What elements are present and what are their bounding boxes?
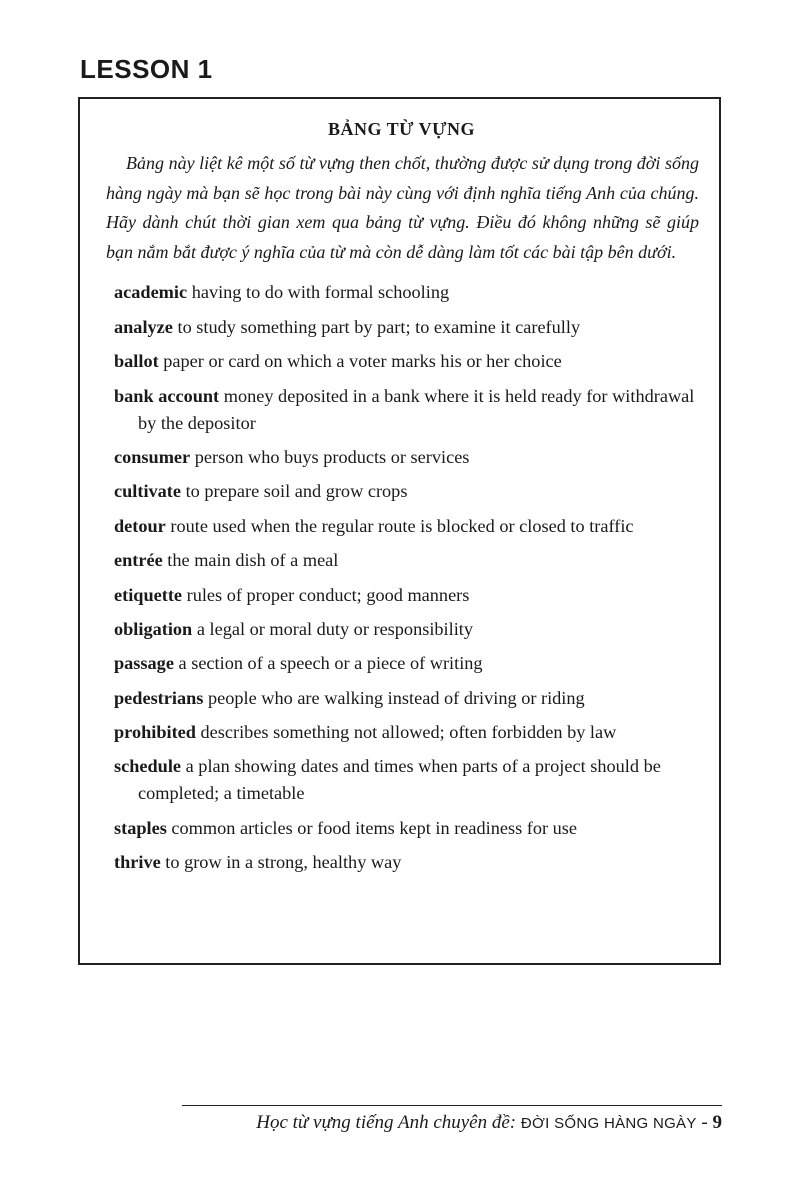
vocabulary-definition: people who are walking instead of driving or riding	[207, 687, 585, 708]
vocabulary-definition: paper or card on which a voter marks his or her choice	[163, 351, 562, 372]
vocabulary-entry	[114, 383, 699, 437]
vocabulary-entry	[114, 815, 699, 842]
vocabulary-term: detour	[114, 515, 166, 536]
footer-subject: ĐỜI SỐNG HÀNG NGÀY	[520, 1115, 697, 1132]
vocabulary-term: schedule	[114, 756, 182, 777]
vocabulary-definition: money deposited in a bank where it is held ready for withdrawal by the depositor	[138, 385, 695, 433]
vocabulary-term: analyze	[114, 316, 173, 337]
vocabulary-entry	[114, 279, 699, 306]
vocabulary-definition: common articles or food items kept in readiness for use	[171, 817, 578, 838]
vocabulary-definition: person who buys products or services	[194, 446, 470, 467]
vocabulary-entry	[114, 513, 699, 540]
vocabulary-term: staples	[114, 817, 167, 838]
vocabulary-definition: to grow in a strong, healthy way	[165, 852, 402, 873]
vocabulary-entry	[114, 753, 699, 807]
vocabulary-definition: the main dish of a meal	[167, 550, 339, 571]
vocabulary-entry	[114, 547, 699, 574]
vocabulary-entry	[114, 348, 699, 375]
vocabulary-definition: having to do with formal schooling	[191, 282, 450, 303]
vocabulary-entry	[114, 314, 699, 341]
vocabulary-definition: route used when the regular route is blocked or closed to traffic	[170, 515, 634, 536]
vocabulary-entry	[114, 650, 699, 677]
vocabulary-box	[78, 97, 721, 965]
vocabulary-definition: describes something not allowed; often forbidden by law	[200, 722, 617, 743]
vocabulary-definition: to study something part by part; to examine it carefully	[177, 316, 581, 337]
vocabulary-intro: Bảng này liệt kê một số từ vựng then chốt, thường được sử dụng trong đời sống hàng ngày mà bạn sẽ học trong bài này cùng với định nghĩa tiếng Anh của chúng. Hãy dành chút thời gian xem qua bảng từ vựng. Điều đó không những sẽ giúp bạn nắm bắt được ý nghĩa của từ mà còn dễ dàng làm tốt các bài tập bên dưới.	[106, 153, 699, 262]
vocabulary-definition: rules of proper conduct; good manners	[186, 584, 470, 605]
vocabulary-term: ballot	[114, 351, 159, 372]
vocabulary-definition: a plan showing dates and times when parts of a project should be completed; a timetable	[138, 756, 661, 804]
vocabulary-definition: to prepare soil and grow crops	[185, 481, 408, 502]
vocabulary-entry	[114, 478, 699, 505]
vocabulary-term: thrive	[114, 852, 161, 873]
vocabulary-term: passage	[114, 653, 174, 674]
vocabulary-entry	[114, 582, 699, 609]
lesson-title: LESSON 1	[80, 54, 213, 84]
vocabulary-term: etiquette	[114, 584, 183, 605]
vocabulary-term: cultivate	[114, 481, 182, 502]
vocabulary-list	[104, 279, 699, 876]
vocabulary-term: entrée	[114, 550, 163, 571]
footer-book-title: Học từ vựng tiếng Anh chuyên đề:	[256, 1112, 517, 1133]
vocabulary-term: consumer	[114, 446, 191, 467]
vocabulary-term: obligation	[114, 618, 193, 639]
vocabulary-box-title: BẢNG TỪ VỰNG	[327, 119, 475, 139]
vocabulary-definition: a section of a speech or a piece of writing	[178, 653, 483, 674]
vocabulary-term: bank account	[114, 385, 220, 406]
vocabulary-entry	[114, 849, 699, 876]
footer-separator: -	[701, 1112, 708, 1133]
vocabulary-term: academic	[114, 282, 188, 303]
vocabulary-entry	[114, 444, 699, 471]
vocabulary-entry	[114, 719, 699, 746]
page-footer	[182, 1105, 722, 1134]
page-number: 9	[712, 1112, 722, 1133]
vocabulary-entry	[114, 616, 699, 643]
vocabulary-term: pedestrians	[114, 687, 204, 708]
vocabulary-entry	[114, 685, 699, 712]
vocabulary-definition: a legal or moral duty or responsibility	[196, 618, 474, 639]
vocabulary-term: prohibited	[114, 722, 196, 743]
